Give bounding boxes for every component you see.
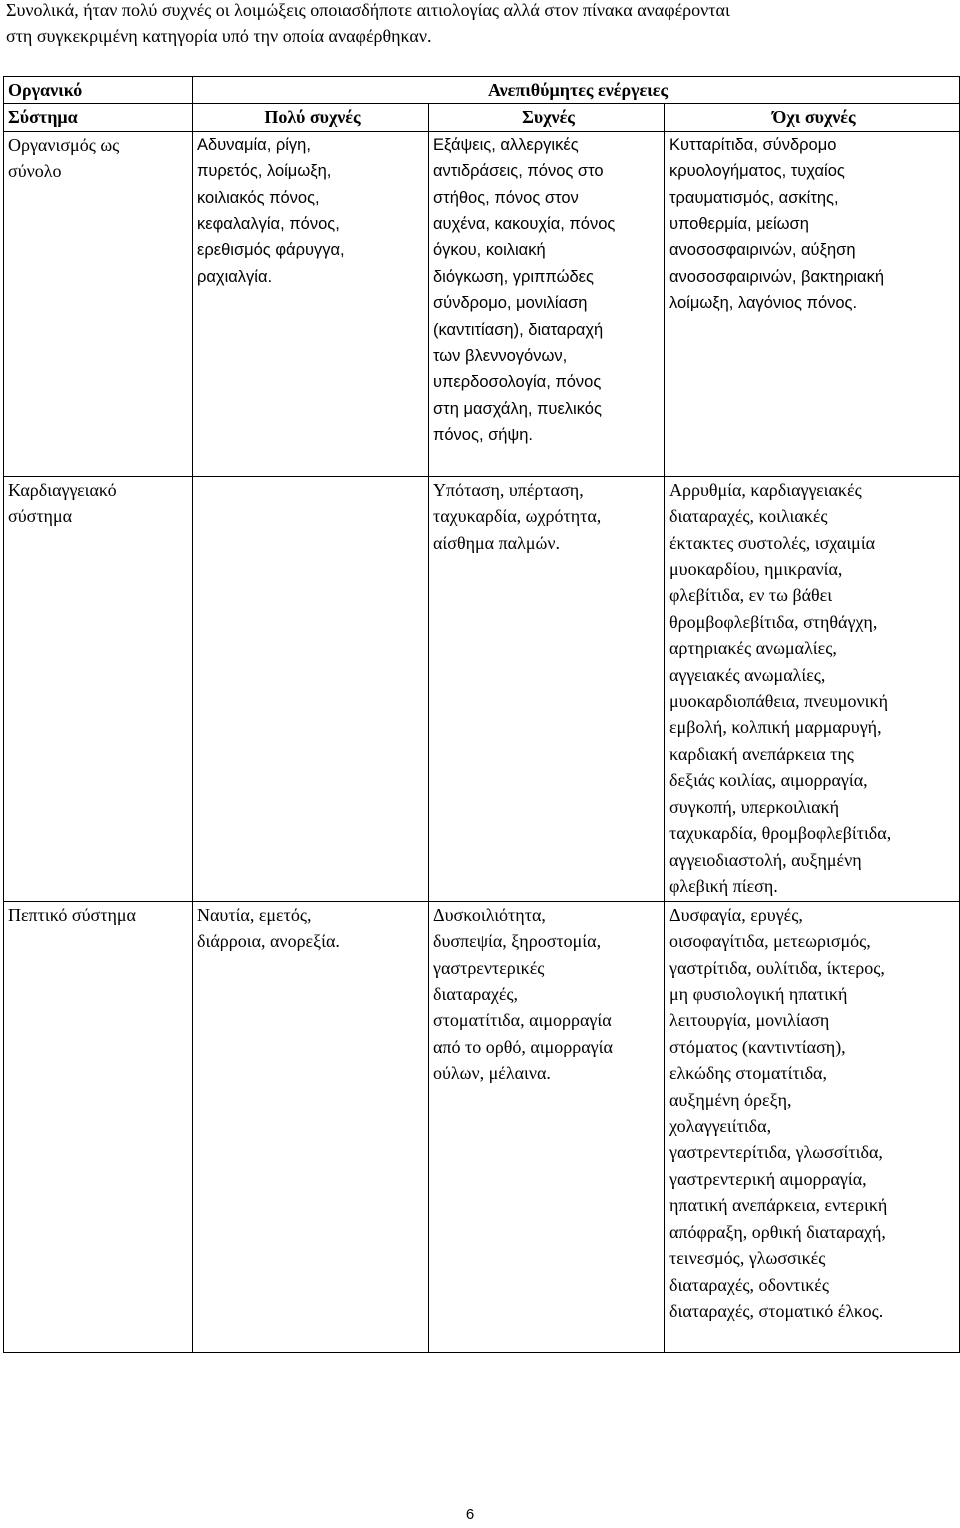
cell-line: τραυματισμός, ασκίτης,	[669, 188, 839, 207]
system-line: Καρδιαγγειακό	[8, 479, 117, 500]
cell-line: οισοφαγίτιδα, μετεωρισμός,	[669, 931, 871, 952]
cell-line: γαστρεντερίτιδα, γλωσσίτιδα,	[669, 1142, 883, 1163]
cell-line: ηπατική ανεπάρκεια, εντερική	[669, 1195, 888, 1216]
cell-line: γαστρεντερικές	[433, 957, 545, 978]
cell-line: απόφραξη, ορθική διαταραχή,	[669, 1221, 886, 1242]
cell-line: διαταραχές,	[433, 984, 519, 1005]
cell-line: των βλεννογόνων,	[433, 347, 568, 366]
cell-line: ελκώδης στοματίτιδα,	[669, 1063, 827, 1084]
cell-line: ανοσοσφαιρινών, αύξηση	[669, 241, 856, 260]
cell-line: υπερδοσολογία, πόνος	[433, 373, 602, 392]
cell-line: τεινεσμός, γλωσσικές	[669, 1248, 826, 1269]
cell-line: συγκοπή, υπερκοιλιακή	[669, 796, 840, 817]
not-common-cell	[665, 476, 960, 901]
cell-line: Ναυτία, εμετός,	[197, 904, 312, 925]
intro-paragraph	[6, 0, 956, 50]
intro-line: Συνολικά, ήταν πολύ συχνές οι λοιμώξεις οποιασδήποτε αιτιολογίας αλλά στον πίνακα αναφέρονται	[6, 0, 730, 20]
cell-line: Κυτταρίτιδα, σύνδρομο	[669, 135, 837, 154]
cell-line: Υπόταση, υπέρταση,	[433, 479, 584, 500]
cell-line: φλεβίτιδα, εν τω βάθει	[669, 585, 833, 606]
system-line: σύστημα	[8, 506, 73, 527]
very-common-cell	[193, 476, 429, 901]
cell-line: αυξημένη όρεξη,	[669, 1089, 792, 1110]
system-line: Οργανισμός ως	[8, 134, 120, 155]
header-system-label: Οργανικό	[8, 80, 83, 100]
header-group-cell	[193, 77, 960, 104]
cell-line: κεφαλαλγία, πόνος,	[197, 215, 340, 234]
system-cell	[4, 131, 193, 476]
not-common-cell	[665, 131, 960, 476]
header-system-cell-2	[4, 104, 193, 131]
cell-line: αντιδράσεις, πόνος στο	[433, 162, 604, 181]
table-row	[4, 131, 960, 476]
cell-line: διαταραχές, στοματικό έλκος.	[669, 1300, 884, 1321]
cell-line: πυρετός, λοίμωξη,	[197, 162, 332, 181]
cell-line: κρυολογήματος, τυχαίος	[669, 162, 845, 181]
cell-line: γαστρίτιδα, ουλίτιδα, ίκτερος,	[669, 957, 885, 978]
header-common	[429, 104, 665, 131]
cell-line: δεξιάς κοιλίας, αιμορραγία,	[669, 770, 868, 791]
cell-line: μη φυσιολογική ηπατική	[669, 984, 848, 1005]
cell-line: (καντιτίαση), διαταραχή	[433, 320, 604, 339]
cell-line: ανοσοσφαιρινών, βακτηριακή	[669, 267, 885, 286]
cell-line: στοματίτιδα, αιμορραγία	[433, 1010, 612, 1031]
system-line: σύνολο	[8, 161, 62, 182]
common-cell	[429, 476, 665, 901]
header-system-cell	[4, 77, 193, 104]
cell-line: Εξάψεις, αλλεργικές	[433, 135, 579, 154]
header-group-label: Ανεπιθύμητες ενέργειες	[487, 80, 669, 100]
header-not-common-label: Όχι συχνές	[772, 107, 856, 128]
cell-line: κοιλιακός πόνος,	[197, 188, 320, 207]
very-common-cell	[193, 131, 429, 476]
cell-line: όγκου, κοιλιακή	[433, 241, 546, 260]
page-number: 6	[465, 1506, 475, 1523]
cell-line: Αρρυθμία, καρδιαγγειακές	[669, 479, 862, 500]
cell-line: χολαγγειίτιδα,	[669, 1116, 772, 1137]
cell-line: ταχυκαρδία, ωχρότητα,	[433, 506, 602, 527]
header-system-label-2: Σύστημα	[8, 107, 78, 128]
cell-line: Δυσφαγία, ερυγές,	[669, 904, 803, 925]
cell-line: ραχιαλγία.	[197, 267, 273, 286]
very-common-cell	[193, 901, 429, 1352]
cell-line: φλεβική πίεση.	[669, 875, 778, 896]
cell-line: μυοκαρδίου, ημικρανία,	[669, 559, 843, 580]
cell-line: στη μασχάλη, πυελικός	[433, 399, 602, 418]
cell-line: ταχυκαρδία, θρομβοφλεβίτιδα,	[669, 823, 892, 844]
cell-line: ερεθισμός φάρυγγα,	[197, 241, 345, 260]
cell-line: έκτακτες συστολές, ισχαιμία	[669, 532, 876, 553]
cell-line: πόνος, σήψη.	[433, 426, 533, 445]
not-common-cell	[665, 901, 960, 1352]
cell-line: γαστρεντερική αιμορραγία,	[669, 1168, 867, 1189]
header-not-common	[665, 104, 960, 131]
cell-line: αγγειοδιαστολή, αυξημένη	[669, 849, 862, 870]
cell-line: καρδιακή ανεπάρκεια της	[669, 743, 854, 764]
cell-line: Δυσκοιλιότητα,	[433, 904, 546, 925]
cell-line: στόματος (καντιντίαση),	[669, 1036, 846, 1057]
cell-line: στήθος, πόνος στον	[433, 188, 579, 207]
adverse-effects-table	[3, 76, 960, 1353]
cell-line: λειτουργία, μονιλίαση	[669, 1010, 830, 1031]
table-row	[4, 901, 960, 1352]
cell-line: σύνδρομο, μονιλίαση	[433, 294, 588, 313]
cell-line: αίσθημα παλμών.	[433, 532, 560, 553]
cell-line: αγγειακές ανωμαλίες,	[669, 664, 826, 685]
system-cell	[4, 901, 193, 1352]
cell-line: λοίμωξη, λαγόνιος πόνος.	[669, 294, 858, 313]
cell-line: διόγκωση, γριππώδες	[433, 267, 594, 286]
cell-line: εμβολή, κολπική μαρμαρυγή,	[669, 717, 882, 738]
cell-line: μυοκαρδιοπάθεια, πνευμονική	[669, 691, 888, 712]
cell-line: δυσπεψία, ξηροστομία,	[433, 931, 602, 952]
cell-line: διάρροια, ανορεξία.	[197, 931, 340, 952]
table-header-row	[4, 77, 960, 104]
intro-line: στη συγκεκριμένη κατηγορία υπό την οποία αναφέρθηκαν.	[6, 26, 432, 47]
cell-line: αυχένα, κακουχία, πόνος	[433, 215, 616, 234]
cell-line: Αδυναμία, ρίγη,	[197, 135, 311, 154]
cell-line: διαταραχές, οδοντικές	[669, 1274, 829, 1295]
cell-line: από το ορθό, αιμορραγία	[433, 1036, 613, 1057]
cell-line: διαταραχές, κοιλιακές	[669, 506, 828, 527]
cell-line: υποθερμία, μείωση	[669, 215, 809, 234]
cell-line: ούλων, μέλαινα.	[433, 1063, 551, 1084]
system-cell	[4, 476, 193, 901]
header-common-label: Συχνές	[522, 107, 575, 128]
table-subheader-row	[4, 104, 960, 131]
table-row	[4, 476, 960, 901]
common-cell	[429, 901, 665, 1352]
header-very-common-label: Πολύ συχνές	[264, 107, 361, 128]
cell-line: θρομβοφλεβίτιδα, στηθάγχη,	[669, 611, 878, 632]
header-very-common	[193, 104, 429, 131]
cell-line: αρτηριακές ανωμαλίες,	[669, 638, 837, 659]
common-cell	[429, 131, 665, 476]
system-line: Πεπτικό σύστημα	[8, 904, 136, 925]
